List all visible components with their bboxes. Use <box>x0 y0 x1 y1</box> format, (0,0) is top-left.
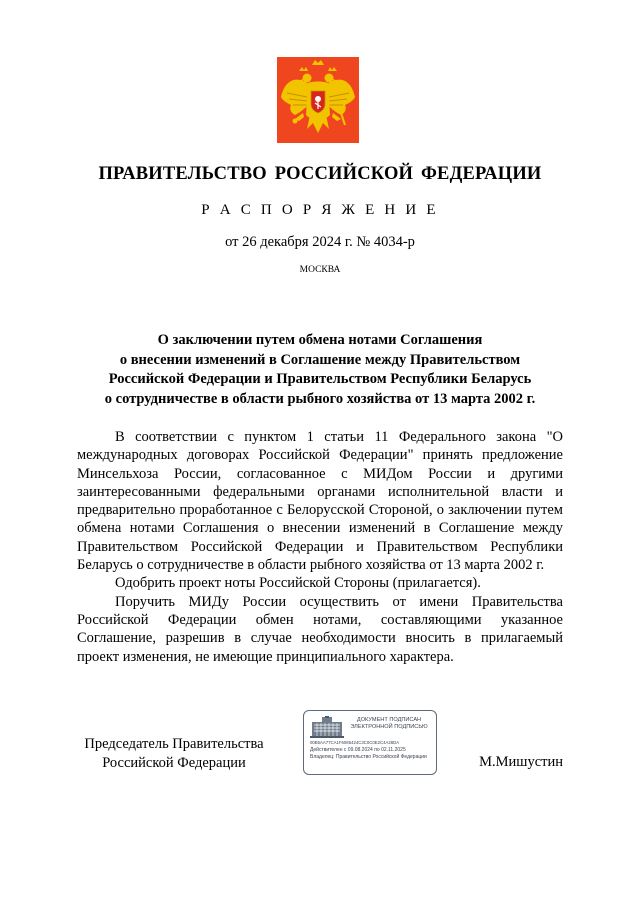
government-title: ПРАВИТЕЛЬСТВО РОССИЙСКОЙ ФЕДЕРАЦИИ <box>98 164 542 184</box>
document-body <box>77 428 563 666</box>
stamp-header-line-2: ЭЛЕКТРОННОЙ ПОДПИСЬЮ <box>350 724 428 731</box>
coat-of-arms-emblem <box>277 57 359 143</box>
signer-title-line-1: Председатель Правительства <box>84 736 264 752</box>
signer-title-line-2: Российской Федерации <box>102 755 246 771</box>
stamp-header-line-1: ДОКУМЕНТ ПОДПИСАН <box>356 717 422 723</box>
heading-line-4: о сотрудничестве в области рыбного хозяйства от 13 марта 2002 г. <box>104 390 536 407</box>
signer-title <box>78 735 270 773</box>
document-city: МОСКВА <box>299 265 341 275</box>
heading-line-3: Российской Федерации и Правительством Республики Беларусь <box>108 371 532 387</box>
heading-line-1: О заключении путем обмена нотами Соглашения <box>157 332 483 348</box>
body-paragraph-1: В соответствии с пунктом 1 статьи 11 Федерального закона "О международных договорах Российской Федерации" принять предложение Минсельхоза России, согласованное с МИДом России и другими заинтересованными федеральными органами исполнительной власти и предварительно проработанное с Белорусской Стороной, о заключении путем обмена нотами Соглашения о внесении изменений в Соглашение между Правительством Российской Федерации и Правительством Республики Беларусь о сотрудничестве в области рыбного хозяйства от 13 марта 2002 г. <box>77 429 563 574</box>
stamp-header <box>344 717 434 731</box>
heading-line-2: о внесении изменений в Соглашение между Правительством <box>119 351 521 368</box>
stamp-owner: Владелец: Правительство Российской Федерации <box>310 754 427 760</box>
document-date-number: от 26 декабря 2024 г. № 4034-р <box>225 234 415 250</box>
government-building-icon <box>310 716 344 738</box>
stamp-validity: Действителен с 09.08.2024 по 02.11.2025 <box>310 747 406 753</box>
body-paragraph-3: Поручить МИДу России осуществить от имени Правительства Российской Федерации обмен нотами, составляющими указанное Соглашение, разрешив в случае необходимости вносить в прилагаемый проект изменения, не имеющие принципиального характера. <box>77 593 563 665</box>
body-paragraph-2: Одобрить проект ноты Российской Стороны (прилагается). <box>115 575 481 592</box>
document-type: Р А С П О Р Я Ж Е Н И Е <box>201 202 439 218</box>
electronic-signature-stamp <box>303 710 437 775</box>
document-heading <box>60 331 580 409</box>
signer-name: М.Мишустин <box>479 754 563 770</box>
stamp-certificate-number: 00B5AA77CA1F6085424C3C0C0E2C4A28DA <box>310 740 400 745</box>
